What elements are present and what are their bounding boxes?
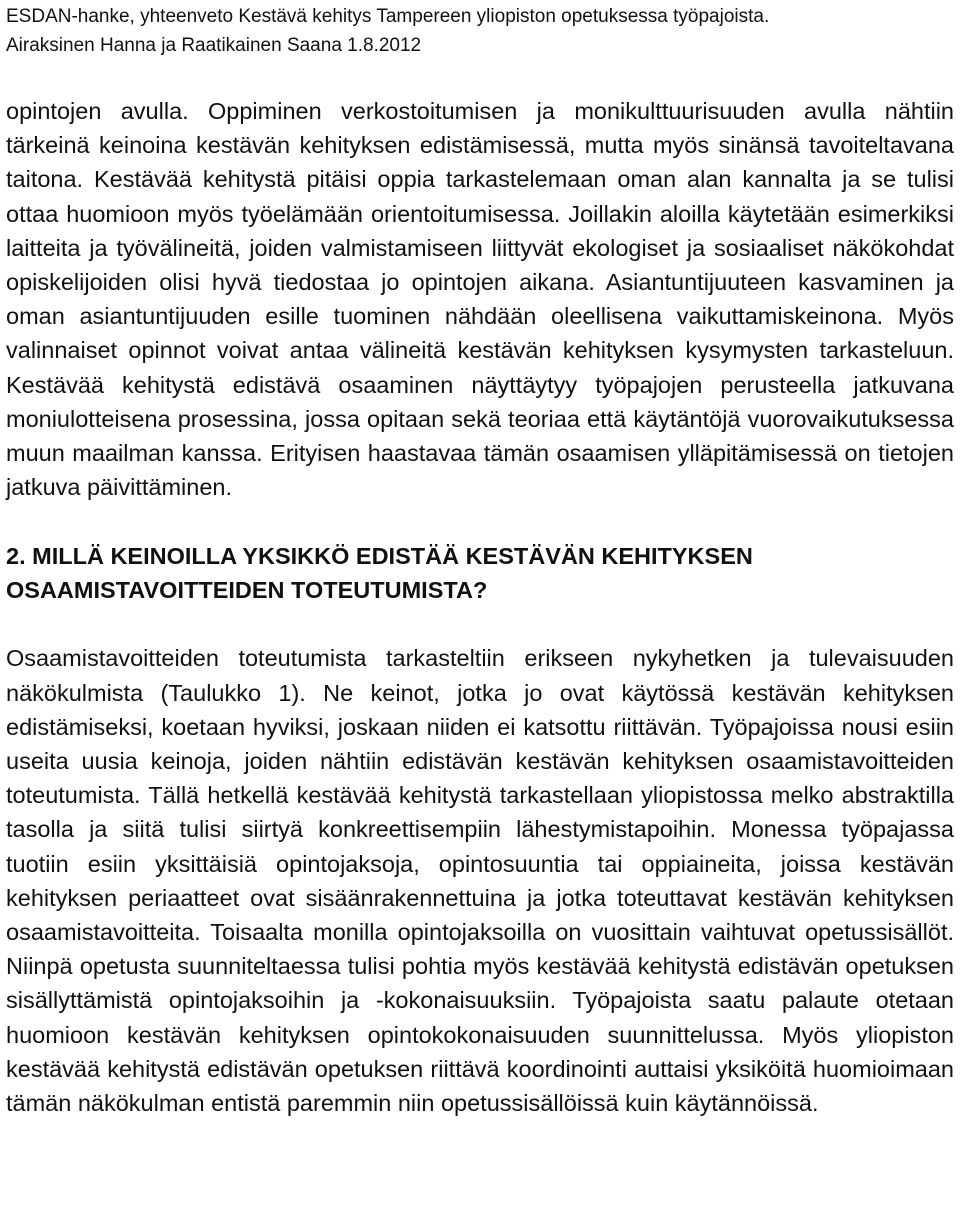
document-page: [6, 0, 954, 1120]
page-header: [6, 0, 954, 60]
header-line-authors: Airaksinen Hanna ja Raatikainen Saana 1.8.2012: [6, 35, 422, 56]
header-line-project: ESDAN-hanke, yhteenveto Kestävä kehitys Tampereen yliopiston opetuksessa työpajoista.: [6, 6, 770, 27]
body-paragraph-2: Osaamistavoitteiden toteutumista tarkasteltiin erikseen nykyhetken ja tulevaisuuden näkökulmista (Taulukko 1). Ne keinot, jotka jo ovat käytössä kestävän kehityksen edistämiseksi, koetaan hyviksi, joskaan niiden ei katsottu riittävän. Työpajoissa nousi esiin useita uusia keinoja, joiden nähtiin edistävän kestävän kehityksen osaamistavoitteiden toteutumista. Tällä hetkellä kestävää kehitystä tarkastellaan yliopistossa melko abstraktilla tasolla ja siitä tulisi siirtyä konkreettisempiin lähestymistapoihin. Monessa työpajassa tuotiin esiin yksittäisiä opintojaksoja, opintosuuntia tai oppiaineita, joissa kestävän kehityksen periaatteet ovat sisäänrakennettuina ja jotka toteuttavat kestävän kehityksen osaamistavoitteita. Toisaalta monilla opintojaksoilla on vuosittain vaihtuvat opetussisällöt. Niinpä opetusta suunniteltaessa tulisi pohtia myös kestävää kehitystä edistävän opetuksen sisällyttämistä opintojaksoihin ja -kokonaisuuksiin. Työpajoista saatu palaute otetaan huomioon kestävän kehityksen opintokokonaisuuden suunnittelussa. Myös yliopiston kestävää kehitystä edistävän opetuksen riittävä koordinointi auttaisi yksiköitä huomioimaan tämän näkökulman entistä paremmin niin opetussisällöissä kuin käytännöissä.: [6, 645, 954, 1117]
body-paragraph-1: opintojen avulla. Oppiminen verkostoitumisen ja monikulttuurisuuden avulla nähtiin tärkeinä keinoina kestävän kehityksen edistämisessä, mutta myös sinänsä tavoiteltavana taitona. Kestävää kehitystä pitäisi oppia tarkastelemaan oman alan kannalta ja se tulisi ottaa huomioon myös työelämään orientoitumisessa. Joillakin aloilla käytetään esimerkiksi laitteita ja työvälineitä, joiden valmistamiseen liittyvät ekologiset ja sosiaaliset näkökohdat opiskelijoiden olisi hyvä tiedostaa jo opintojen aikana. Asiantuntijuuteen kasvaminen ja oman asiantuntijuuden esille tuominen nähdään oleellisena vaikuttamiskeinona. Myös valinnaiset opinnot voivat antaa välineitä kestävän kehityksen kysymysten tarkasteluun. Kestävää kehitystä edistävä osaaminen näyttäytyy työpajojen perusteella jatkuvana moniulotteisena prosessina, jossa opitaan sekä teoriaa että käytäntöjä vuorovaikutuksessa muun maailman kanssa. Erityisen haastavaa tämän osaamisen ylläpitämisessä on tietojen jatkuva päivittäminen.: [6, 98, 954, 501]
section-heading: 2. MILLÄ KEINOILLA YKSIKKÖ EDISTÄÄ KESTÄVÄN KEHITYKSEN OSAAMISTAVOITTEIDEN TOTEUTUMISTA?: [6, 543, 753, 604]
